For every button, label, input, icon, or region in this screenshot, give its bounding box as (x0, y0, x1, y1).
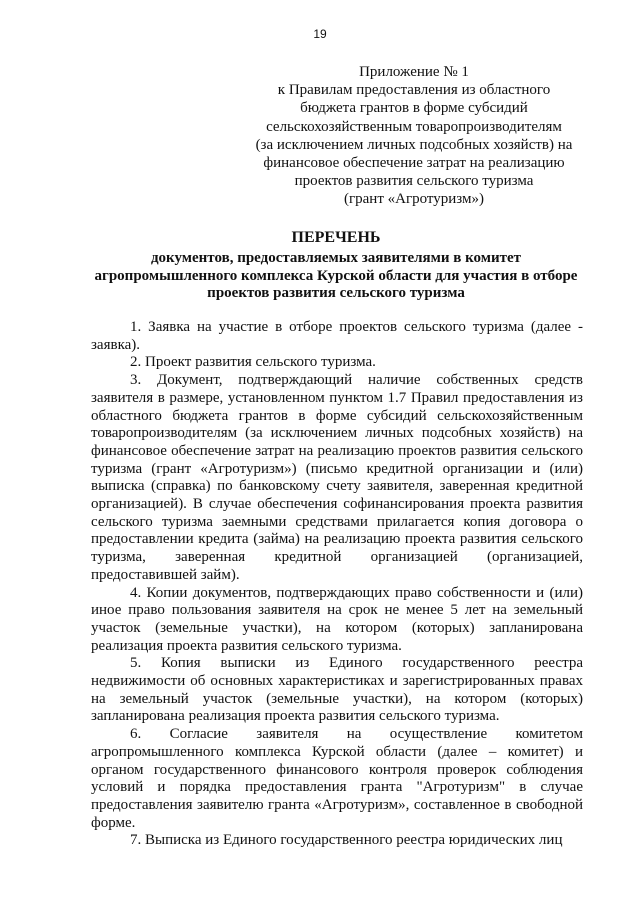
appendix-header (246, 63, 582, 209)
appendix-line: к Правилам предоставления из областного (277, 82, 551, 99)
document-title: ПЕРЕЧЕНЬ (291, 229, 381, 246)
appendix-line: сельскохозяйственным товаропроизводителям (266, 118, 562, 135)
appendix-line: (грант «Агротуризм») (343, 191, 484, 208)
document-body (91, 319, 583, 850)
list-item: 4. Копии документов, подтверждающих право собственности и (или) иное право пользования заявителя на срок не менее 5 лет на земельный участок (земельные участки), на котором (которых) запланирована реализация проекта развития сельского туризма. (91, 584, 583, 654)
document-title-block (86, 228, 586, 303)
document-subtitle-line: агропромышленного комплекса Курской области для участия в отборе (94, 267, 578, 284)
appendix-line: бюджета грантов в форме субсидий (300, 100, 528, 117)
list-item: 2. Проект развития сельского туризма. (130, 354, 376, 371)
document-subtitle-line: документов, предоставляемых заявителями в комитет (150, 250, 522, 266)
list-item: 6. Согласие заявителя на осуществление комитетом агропромышленного комплекса Курской области (далее – комитет) и органом государственного финансового контроля проверок соблюдения условий и порядка предоставления гранта "Агротуризм" в случае предоставления заявителю гранта «Агротуризм», составленное в свободной форме. (91, 726, 583, 831)
page-number: 19 (313, 27, 327, 41)
list-item: 1. Заявка на участие в отборе проектов сельского туризма (далее - заявка). (91, 319, 583, 353)
appendix-line: финансовое обеспечение затрат на реализацию (263, 155, 565, 172)
document-subtitle-line: проектов развития сельского туризма (207, 285, 465, 301)
appendix-line: Приложение № 1 (359, 64, 469, 80)
appendix-line: проектов развития сельского туризма (294, 173, 534, 190)
list-item: 5. Копия выписки из Единого государственного реестра недвижимости об основных характеристиках и зарегистрированных правах на земельный участок (земельные участки), на котором (которых) запланирована реализация проекта развития сельского туризма. (91, 655, 583, 725)
list-item: 7. Выписка из Единого государственного реестра юридических лиц (130, 832, 563, 849)
list-item: 3. Документ, подтверждающий наличие собственных средств заявителя в размере, установленном пунктом 1.7 Правил предоставления из областного бюджета грантов в форме субсидий сельскохозяйственным товаропроизводителям (за исключением личных подсобных хозяйств) на финансовое обеспечение затрат на реализацию проектов развития сельского туризма (грант «Агротуризм») (письмо кредитной организации и (или) выписка (справка) по банковскому счету заявителя, заверенная кредитной организацией). В случае обеспечения софинансирования проекта развития сельского туризма заемными средствами прилагается копия договора о предоставлении кредита (займа) на реализацию проекта развития сельского туризма, заверенная кредитной организацией (организацией, предоставившей займ). (91, 372, 583, 583)
appendix-line: (за исключением личных подсобных хозяйств) на (255, 136, 573, 153)
